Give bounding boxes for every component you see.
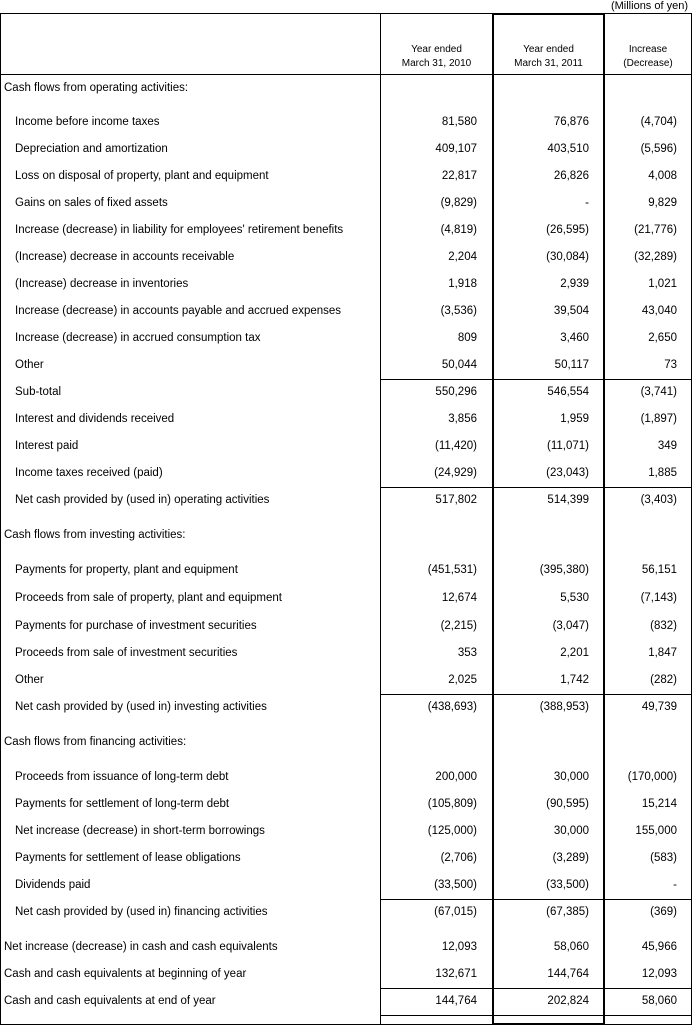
value-fy2010: (125,000) [427,825,477,837]
value-fy2010: 12,674 [441,592,477,604]
value-fy2011: (3,047) [552,620,589,632]
value-change: (170,000) [627,771,677,783]
value-fy2011: (395,380) [539,564,589,576]
value-fy2010: 809 [457,332,477,344]
value-fy2010: (2,706) [440,852,477,864]
section-header-row [0,75,692,102]
row-label: Increase (decrease) in accounts payable and accrued expenses [15,305,342,317]
value-fy2011: 76,876 [553,116,589,128]
table-row [0,379,692,406]
value-change: - [673,879,677,891]
total-row [0,934,692,961]
row-label: Payments for settlement of lease obligations [15,852,241,864]
value-change: 2,650 [648,332,677,344]
value-fy2010: (4,819) [440,224,477,236]
value-change: (282) [650,674,677,686]
col-header-2010-text: Year ended March 31, 2010 [401,44,472,69]
value-fy2010: 50,044 [441,359,477,371]
value-fy2011: (30,084) [546,251,589,263]
value-fy2011: 1,959 [560,413,589,425]
subtotal-rule [380,899,691,900]
units-note: (Millions of yen) [610,0,688,12]
value-change: 155,000 [635,825,677,837]
subtotal-rule [380,694,691,695]
table-row [0,791,692,818]
table-row [0,764,692,791]
value-fy2011: (23,043) [546,467,589,479]
table-row [0,190,692,217]
table-row [0,487,692,514]
table-row [0,136,692,163]
value-change: 1,847 [648,647,677,659]
row-label: Interest and dividends received [15,413,175,425]
value-fy2011: (388,953) [539,701,589,713]
value-change: (4,704) [640,116,677,128]
value-fy2011: 403,510 [547,143,589,155]
table-row [0,872,692,899]
value-fy2010: 353 [457,647,477,659]
value-fy2010: (2,215) [440,620,477,632]
value-fy2010: 144,764 [435,995,477,1007]
row-label: Net increase (decrease) in cash and cash equivalents [4,941,278,953]
value-fy2010: 132,671 [435,968,477,980]
value-change: 15,214 [641,798,677,810]
value-fy2010: 517,802 [435,494,477,506]
value-fy2010: (9,829) [440,197,477,209]
table-row [0,585,692,612]
col-header-change-text: Increase (Decrease) [623,44,673,69]
value-fy2011: (11,071) [547,440,589,452]
value-fy2010: 12,093 [441,941,477,953]
value-fy2010: (451,531) [427,564,477,576]
row-label: Other [15,674,44,686]
value-change: (1,897) [640,413,677,425]
table-row [0,433,692,460]
value-change: (21,776) [634,224,677,236]
value-fy2010: 1,918 [448,278,477,290]
row-label: (Increase) decrease in accounts receivable [15,251,235,263]
section-header-row [0,522,692,549]
value-change: (3,403) [640,494,677,506]
value-change: 49,739 [641,701,677,713]
value-fy2011: (26,595) [546,224,589,236]
value-change: 73 [664,359,677,371]
value-fy2010: 3,856 [448,413,477,425]
value-fy2011: (90,595) [546,798,589,810]
total-row [0,988,692,1015]
value-change: 56,151 [641,564,677,576]
value-fy2011: - [585,197,589,209]
value-change: 9,829 [648,197,677,209]
value-fy2011: 58,060 [553,941,589,953]
table-row [0,109,692,136]
value-change: 4,008 [648,170,677,182]
row-label: Cash flows from financing activities: [4,736,187,748]
row-label: Increase (decrease) in accrued consumption tax [15,332,261,344]
value-change: 1,885 [648,467,677,479]
value-fy2010: (33,500) [434,879,477,891]
subtotal-rule [380,487,691,488]
row-label: (Increase) decrease in inventories [15,278,189,290]
total-row [0,961,692,988]
value-fy2010: 409,107 [435,143,477,155]
table-row [0,217,692,244]
value-fy2010: (3,536) [440,305,477,317]
value-fy2011: (67,385) [546,906,589,918]
row-label: Sub-total [15,386,62,398]
row-label: Proceeds from issuance of long-term debt [15,771,229,783]
value-fy2010: (438,693) [427,701,477,713]
row-label: Increase (decrease) in liability for employees' retirement benefits [15,224,344,236]
value-fy2010: 550,296 [435,386,477,398]
row-label: Proceeds from sale of property, plant and equipment [15,592,282,604]
value-fy2010: (24,929) [434,467,477,479]
value-fy2010: 2,025 [448,674,477,686]
value-fy2011: 5,530 [560,592,589,604]
current-year-bottom-border [492,1023,605,1025]
table-row [0,352,692,379]
value-change: (7,143) [640,592,677,604]
row-label: Net cash provided by (used in) financing activities [15,906,268,918]
row-label: Net cash provided by (used in) operating activities [15,494,270,506]
value-fy2010: (105,809) [427,798,477,810]
value-change: (5,596) [640,143,677,155]
value-fy2010: 81,580 [441,116,477,128]
value-fy2011: (33,500) [546,879,589,891]
table-row [0,325,692,352]
value-fy2011: 144,764 [547,968,589,980]
table-row [0,845,692,872]
row-label: Interest paid [15,440,79,452]
row-label: Net increase (decrease) in short-term borrowings [15,825,265,837]
cash-flow-table [0,13,692,1025]
value-change: 45,966 [641,941,677,953]
table-row [0,163,692,190]
value-fy2011: 2,939 [560,278,589,290]
subtotal-rule [380,379,691,380]
subtotal-rule [380,1015,691,1016]
table-row [0,460,692,487]
value-fy2011: (3,289) [552,852,589,864]
table-row [0,640,692,667]
value-fy2011: 3,460 [560,332,589,344]
row-label: Proceeds from sale of investment securities [15,647,238,659]
value-fy2010: (67,015) [434,906,477,918]
value-fy2010: (11,420) [435,440,477,452]
table-row [0,613,692,640]
row-label: Income before income taxes [15,116,160,128]
table-row [0,271,692,298]
value-fy2011: 514,399 [547,494,589,506]
value-change: (832) [650,620,677,632]
row-label: Income taxes received (paid) [15,467,163,479]
value-fy2011: 30,000 [553,771,589,783]
row-label: Gains on sales of fixed assets [15,197,168,209]
value-fy2011: 1,742 [560,674,589,686]
value-fy2011: 30,000 [553,825,589,837]
row-label: Payments for property, plant and equipment [15,564,238,576]
row-label: Loss on disposal of property, plant and equipment [15,170,269,182]
value-change: 1,021 [648,278,677,290]
table-row [0,298,692,325]
section-header-row [0,729,692,756]
value-fy2011: 546,554 [547,386,589,398]
value-change: 43,040 [641,305,677,317]
value-fy2010: 2,204 [448,251,477,263]
row-label: Payments for settlement of long-term debt [15,798,230,810]
row-label: Net cash provided by (used in) investing activities [15,701,267,713]
row-label: Cash and cash equivalents at end of year [4,995,216,1007]
row-label: Other [15,359,44,371]
value-fy2011: 26,826 [553,170,589,182]
row-label: Depreciation and amortization [15,143,168,155]
value-fy2011: 39,504 [553,305,589,317]
value-fy2011: 50,117 [554,359,589,371]
table-row [0,818,692,845]
table-row [0,694,692,721]
value-fy2011: 2,201 [560,647,589,659]
row-label: Cash flows from operating activities: [4,82,189,94]
row-label: Cash and cash equivalents at beginning of year [4,968,247,980]
col-header-2011-text: Year ended March 31, 2011 [514,44,583,69]
table-row [0,899,692,926]
value-change: (583) [650,852,677,864]
row-label: Cash flows from investing activities: [4,529,186,541]
value-change: (369) [650,906,677,918]
row-label: Dividends paid [15,879,91,891]
current-year-top-border [492,13,605,15]
row-label: Payments for purchase of investment securities [15,620,257,632]
value-fy2010: 200,000 [435,771,477,783]
value-change: 58,060 [641,995,677,1007]
value-change: 12,093 [641,968,677,980]
value-change: (3,741) [640,386,677,398]
table-row [0,667,692,694]
table-row [0,244,692,271]
table-row [0,557,692,584]
subtotal-rule [380,988,691,989]
table-row [0,406,692,433]
value-change: (32,289) [634,251,677,263]
value-fy2011: 202,824 [547,995,589,1007]
value-fy2010: 22,817 [441,170,477,182]
value-change: 349 [657,440,677,452]
